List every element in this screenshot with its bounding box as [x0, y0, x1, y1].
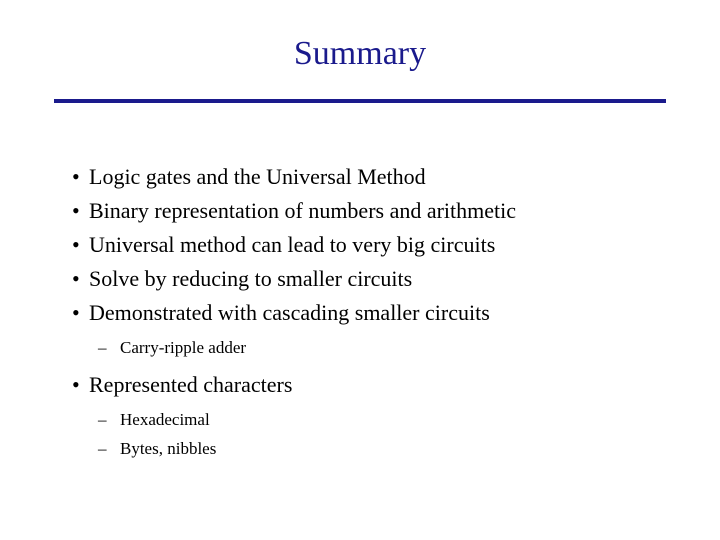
bullet-marker: •: [72, 372, 80, 397]
bullet-item: [72, 368, 692, 402]
sub-bullet-text: Bytes, nibbles: [120, 439, 217, 458]
sub-bullet-marker: –: [98, 338, 107, 357]
sub-bullet-marker: –: [98, 410, 107, 429]
bullet-item: [72, 228, 692, 262]
bullet-text: Demonstrated with cascading smaller circuits: [89, 300, 490, 325]
bullet-list: [72, 160, 692, 463]
bullet-marker: •: [72, 164, 80, 189]
title-underline: [54, 99, 666, 103]
sub-bullet-text: Hexadecimal: [120, 410, 210, 429]
bullet-text: Represented characters: [89, 372, 293, 397]
bullet-item: [72, 160, 692, 194]
sub-bullet-marker: –: [98, 439, 107, 458]
sub-bullet-item: [72, 333, 692, 362]
bullet-text: Binary representation of numbers and arithmetic: [89, 198, 517, 223]
bullet-marker: •: [72, 198, 80, 223]
sub-bullet-item: [72, 405, 692, 434]
bullet-marker: •: [72, 232, 80, 257]
sub-bullet-text: Carry-ripple adder: [120, 338, 247, 357]
bullet-text: Solve by reducing to smaller circuits: [89, 266, 413, 291]
slide-title: Summary: [293, 35, 427, 72]
bullet-marker: •: [72, 266, 80, 291]
bullet-item: [72, 262, 692, 296]
bullet-item: [72, 296, 692, 330]
bullet-item: [72, 194, 692, 228]
bullet-text: Universal method can lead to very big circuits: [89, 232, 496, 257]
bullet-text: Logic gates and the Universal Method: [89, 164, 426, 189]
sub-bullet-item: [72, 434, 692, 463]
bullet-marker: •: [72, 300, 80, 325]
